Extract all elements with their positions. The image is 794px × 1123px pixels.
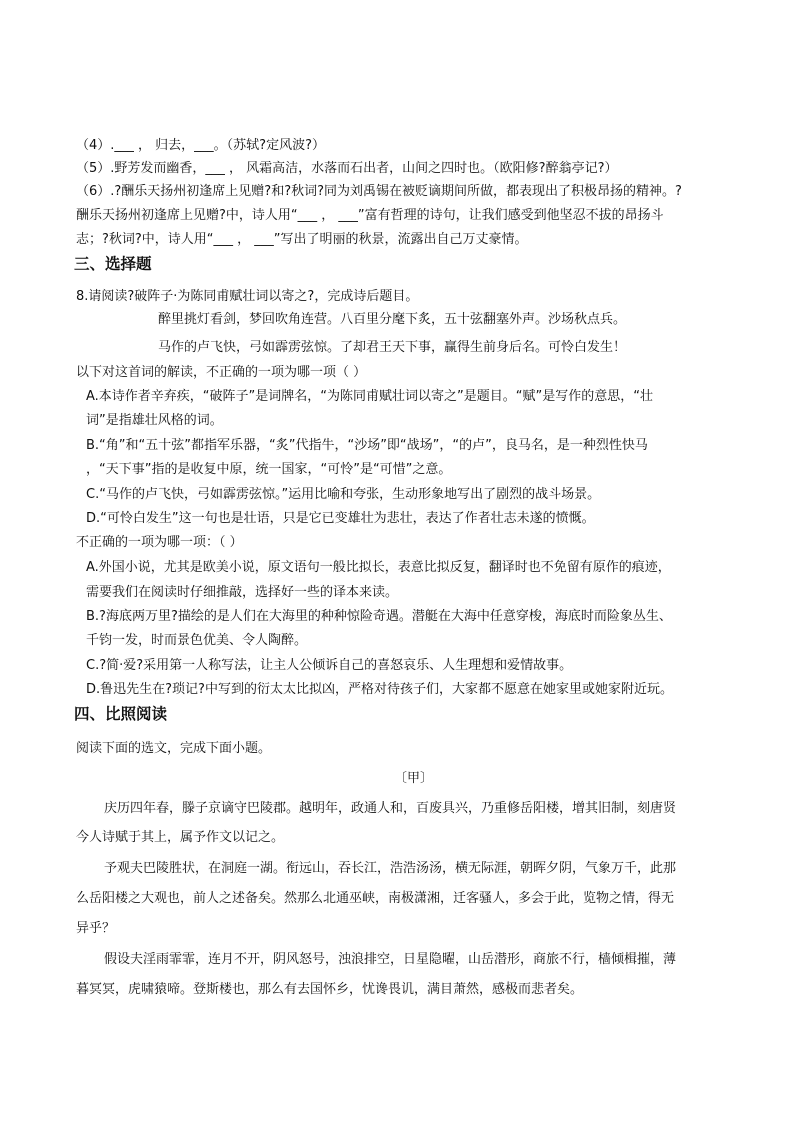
fill-in-q5: （5）.野芳发而幽香，___ ， 风霜高洁，水落而石出者，山间之四时也。（欧阳修?醉翁亭记?） (76, 161, 618, 176)
q8-option-a-line2: 词”是指雄壮风格的词。 (86, 413, 223, 428)
passage-p3-line1: 假设夫淫雨霏霏，连月不开，阴风怒号，浊浪排空，日星隐曜，山岳潜形，商旅不行，樯倾楫摧，薄 (104, 952, 677, 967)
reading-intro: 阅读下面的选文，完成下面小题。 (76, 741, 272, 756)
q8-intro: 8.请阅读?破阵子·为陈同甫赋壮词以寄之?，完成诗后题目。 (76, 289, 419, 304)
poem-line-1: 醉里挑灯看剑，梦回吹角连营。八百里分麾下炙，五十弦翻塞外声。沙场秋点兵。 (158, 312, 627, 327)
section-heading-choice: 三、选择题 (74, 255, 152, 273)
fill-in-q6-line1: （6）.?酬乐天扬州初逢席上见赠?和?秋词?同为刘禹锡在被贬谪期间所做，都表现出了积极昂扬的精神。? (76, 184, 682, 199)
passage-p2-line1: 予观夫巴陵胜状，在洞庭一湖。衔远山，吞长江，浩浩汤汤，横无际涯，朝晖夕阴，气象万千，此那 (104, 861, 677, 876)
poem-line-2: 马作的卢飞快，弓如霹雳弦惊。了却君王天下事，赢得生前身后名。可怜白发生！ (158, 340, 627, 355)
q8-option-d: D.“可怜白发生”这一句也是壮语，只是它已变雄壮为悲壮，表达了作者壮志未遂的愤慨。 (86, 511, 595, 526)
passage-p2-line2: 么岳阳楼之大观也，前人之述备矣。然那么北通巫峡，南极潇湘，迁客骚人，多会于此，览物之情，得无 (76, 891, 675, 906)
q9-option-c: C.?简·爱?采用第一人称写法，让主人公倾诉自己的喜怒哀乐、人生理想和爱情故事。 (86, 658, 573, 673)
q8-option-b-line1: B.“角”和“五十弦”都指军乐器，“炙”代指牛，“沙场”即“战场”，“的卢”，良马名，是一种烈性快马 (86, 438, 648, 453)
section-heading-comparative-reading: 四、比照阅读 (74, 705, 168, 723)
passage-label-jia: 〔甲〕 (394, 771, 434, 786)
fill-in-q6-line2: 酬乐天扬州初逢席上见赠?中，诗人用“___ ， ___”富有哲理的诗句，让我们感受到他坚忍不拔的昂扬斗 (76, 208, 664, 223)
passage-p1-line1: 庆历四年春，滕子京谪守巴陵郡。越明年，政通人和，百废具兴，乃重修岳阳楼，增其旧制，刻唐贤 (104, 801, 677, 816)
q9-option-a-line2: 需要我们在阅读时仔细推敲，选择好一些的译本来读。 (86, 585, 399, 600)
passage-p2-line3: 异乎？ (76, 921, 116, 936)
fill-in-q6-line3: 志；?秋词?中，诗人用“___ ， ___”写出了明丽的秋景，流露出自己万丈豪情。 (76, 232, 528, 247)
q9-option-a-line1: A.外国小说，尤其是欧美小说，原文语句一般比拟长，表意比拟反复，翻译时也不免留有原作的痕迹， (86, 560, 671, 575)
q8-option-a-line1: A.本诗作者辛弃疾，“破阵子”是词牌名，“为陈同甫赋壮词以寄之”是题目。“赋”是写作的意思，“壮 (86, 389, 653, 404)
q9-option-b-line2: 千钧一发，时而景色优美、令人陶醉。 (86, 633, 308, 648)
q8-question: 以下对这首词的解读，不正确的一项为哪一项（ ） (76, 365, 367, 380)
q9-question: 不正确的一项为哪一项：（ ） (76, 535, 243, 550)
passage-p1-line2: 今人诗赋于其上，属予作文以记之。 (76, 830, 285, 845)
q8-option-b-line2: ，“天下事”指的是收复中原，统一国家，“可怜”是“可惜”之意。 (86, 462, 452, 477)
q9-option-d: D.鲁迅先生在?琐记?中写到的衍太太比拟凶，严格对待孩子们，大家都不愿意在她家里或她家附近玩。 (86, 682, 673, 697)
q8-option-c: C.“马作的卢飞快，弓如霹雳弦惊。”运用比喻和夸张，生动形象地写出了剧烈的战斗场景。 (86, 487, 601, 502)
q9-option-b-line1: B.?海底两万里?描绘的是人们在大海里的种种惊险奇遇。潜艇在大海中任意穿梭，海底时而险象丛生、 (86, 609, 672, 624)
passage-p3-line2: 暮冥冥，虎啸猿啼。登斯楼也，那么有去国怀乡，忧谗畏讥，满目萧然，感极而悲者矣。 (76, 982, 584, 997)
fill-in-q4: （4）.___ ， 归去，___。（苏轼?定风波?） (76, 138, 325, 153)
